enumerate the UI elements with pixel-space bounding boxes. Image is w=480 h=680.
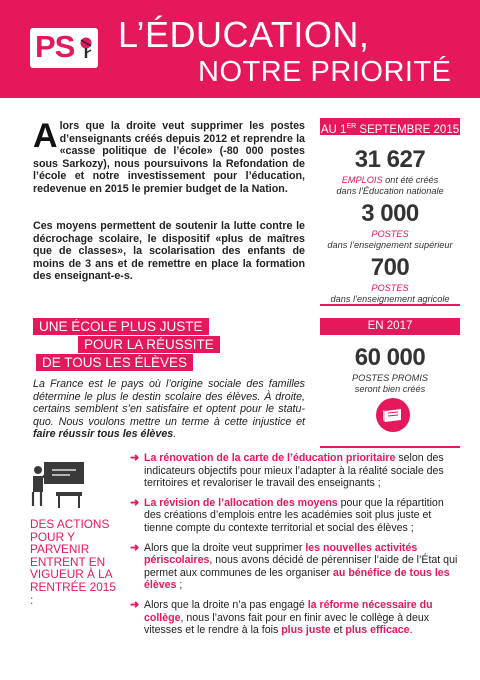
bullet-text: selon des indicateurs objectifs pour mieux l’adapter à la réalité sociale des territoires et revaloriser le travail des enseignants ;	[144, 452, 444, 490]
bullet-text: Alors que la droite veut supprimer	[144, 541, 306, 554]
banner-line3: DE TOUS LES ÉLÈVES	[36, 354, 193, 371]
logo-text: PS	[35, 29, 75, 64]
arrow-icon: ➜	[130, 598, 140, 611]
bullet-text: pour que la répartition des créations d’emplois entre les académies soit plus juste et tienne compte du contexte territorial et social des élèves ;	[144, 496, 444, 534]
head1-b: SEPTEMBRE 2015	[356, 123, 460, 136]
bullet-highlight: La rénovation de la carte de l’éducation prioritaire	[144, 452, 396, 464]
stat-label-c: dans l’enseignement supérieur	[327, 239, 453, 250]
stat-label	[320, 175, 460, 196]
bullet-text: .	[409, 624, 413, 637]
stat-label-a: POSTES	[371, 229, 409, 239]
intro-text-a: lors que la droite veut supprimer les postes d’enseignants créés depuis 2012 et reprendre la «casse politique de l’école» (-80 000 postes sous Sarkozy), nous poursuivons	[33, 120, 305, 170]
page-title-line2: NOTRE PRIORITÉ	[198, 56, 452, 88]
italic-text-b: faire réussir tous les élèves	[33, 428, 174, 441]
bullet-highlight: plus efficace	[345, 624, 410, 637]
italic-paragraph	[33, 378, 305, 441]
book-icon	[376, 398, 410, 432]
bullet-text: et	[330, 624, 346, 637]
sidebar-heading-2015	[320, 118, 460, 135]
list-item	[130, 542, 460, 592]
banner-line2: POUR LA RÉUSSITE	[78, 336, 220, 353]
intro-paragraph	[33, 117, 305, 196]
list-item	[130, 599, 460, 637]
classroom-icon	[30, 460, 88, 510]
stat-number: 700	[370, 254, 410, 281]
arrow-icon: ➜	[130, 541, 140, 554]
stat-label-a: POSTES	[371, 283, 409, 293]
banner-line1: UNE ÉCOLE PLUS JUSTE	[33, 318, 209, 335]
italic-text-a: La France est le pays où l’origine sociale des familles détermine le plus le destin scolaire des élèves. À droite, certains semblent s’en satisfaire et optent pour le statu-quo. Nous voulons mettre un terme à cette injustice et	[33, 378, 305, 428]
bullet-text: , nous avons décidé de pérenniser l’aide de l’État qui permet aux communes de les organiser	[144, 554, 458, 579]
head1-a: AU 1	[320, 123, 347, 136]
stat-label	[320, 229, 460, 250]
stat-label-c: dans l’Éducation nationale	[336, 185, 444, 196]
rose-icon	[78, 36, 94, 60]
stat-label-a: POSTES PROMIS	[351, 373, 429, 383]
stat-number: 60 000	[354, 344, 426, 371]
bullet-highlight: la réforme nécessaire du collège	[144, 598, 433, 624]
bullet-highlight: La révision de l’allocation des moyens	[144, 496, 338, 509]
stat-label	[320, 373, 460, 394]
stat-label	[320, 283, 460, 304]
stat-number: 31 627	[354, 146, 426, 173]
bullet-highlight: plus juste	[281, 624, 331, 637]
stat-label-c: seront bien créés	[354, 383, 426, 394]
ps-logo	[30, 28, 98, 68]
arrow-icon: ➜	[130, 452, 140, 464]
bullet-text: , nous l’avons fait pour en finir avec le collège à deux vitesses et le rendre à la fois	[144, 611, 430, 637]
actions-list	[130, 452, 460, 644]
arrow-icon: ➜	[130, 496, 140, 509]
dropcap: A	[33, 117, 58, 155]
bullet-highlight: au bénéfice de tous les élèves	[144, 566, 450, 592]
actions-label: DES ACTIONS POUR Y PARVENIR ENTRENT EN VIGUEUR À LA RENTRÉE 2015 :	[30, 517, 116, 607]
head1-sup: ER	[346, 123, 357, 130]
list-item	[130, 497, 460, 535]
stat-label-a: EMPLOIS	[341, 175, 383, 185]
list-item	[130, 452, 460, 490]
divider	[320, 304, 460, 306]
stat-label-b: ont été créés	[382, 175, 439, 185]
italic-text-c: .	[173, 428, 177, 441]
divider	[320, 446, 460, 448]
intro-paragraph-2: Ces moyens permettent de soutenir la lutte contre le décrochage scolaire, le dispositif «plus de maîtres que de classes», la scolarisation des enfants de moins de 3 ans et de remettre en place la formation des enseignant-e-s.	[33, 220, 305, 283]
bullet-text: Alors que la droite n’a pas engagé	[144, 598, 308, 611]
intro-text-b: la Refondation de l’école et notre investissement pour l’éducation, redevenue en 2015 le premier budget de la Nation.	[33, 157, 305, 195]
bullet-highlight: les nouvelles activités périscolaires	[144, 541, 418, 567]
stat-number: 3 000	[361, 200, 419, 227]
header-banner	[0, 0, 480, 98]
sidebar-heading-2017: EN 2017	[320, 318, 460, 335]
stat-label-c: dans l’enseignement agricole	[330, 293, 450, 304]
bullet-text: ;	[176, 579, 183, 592]
page-title-line1: L’ÉDUCATION,	[118, 14, 370, 55]
